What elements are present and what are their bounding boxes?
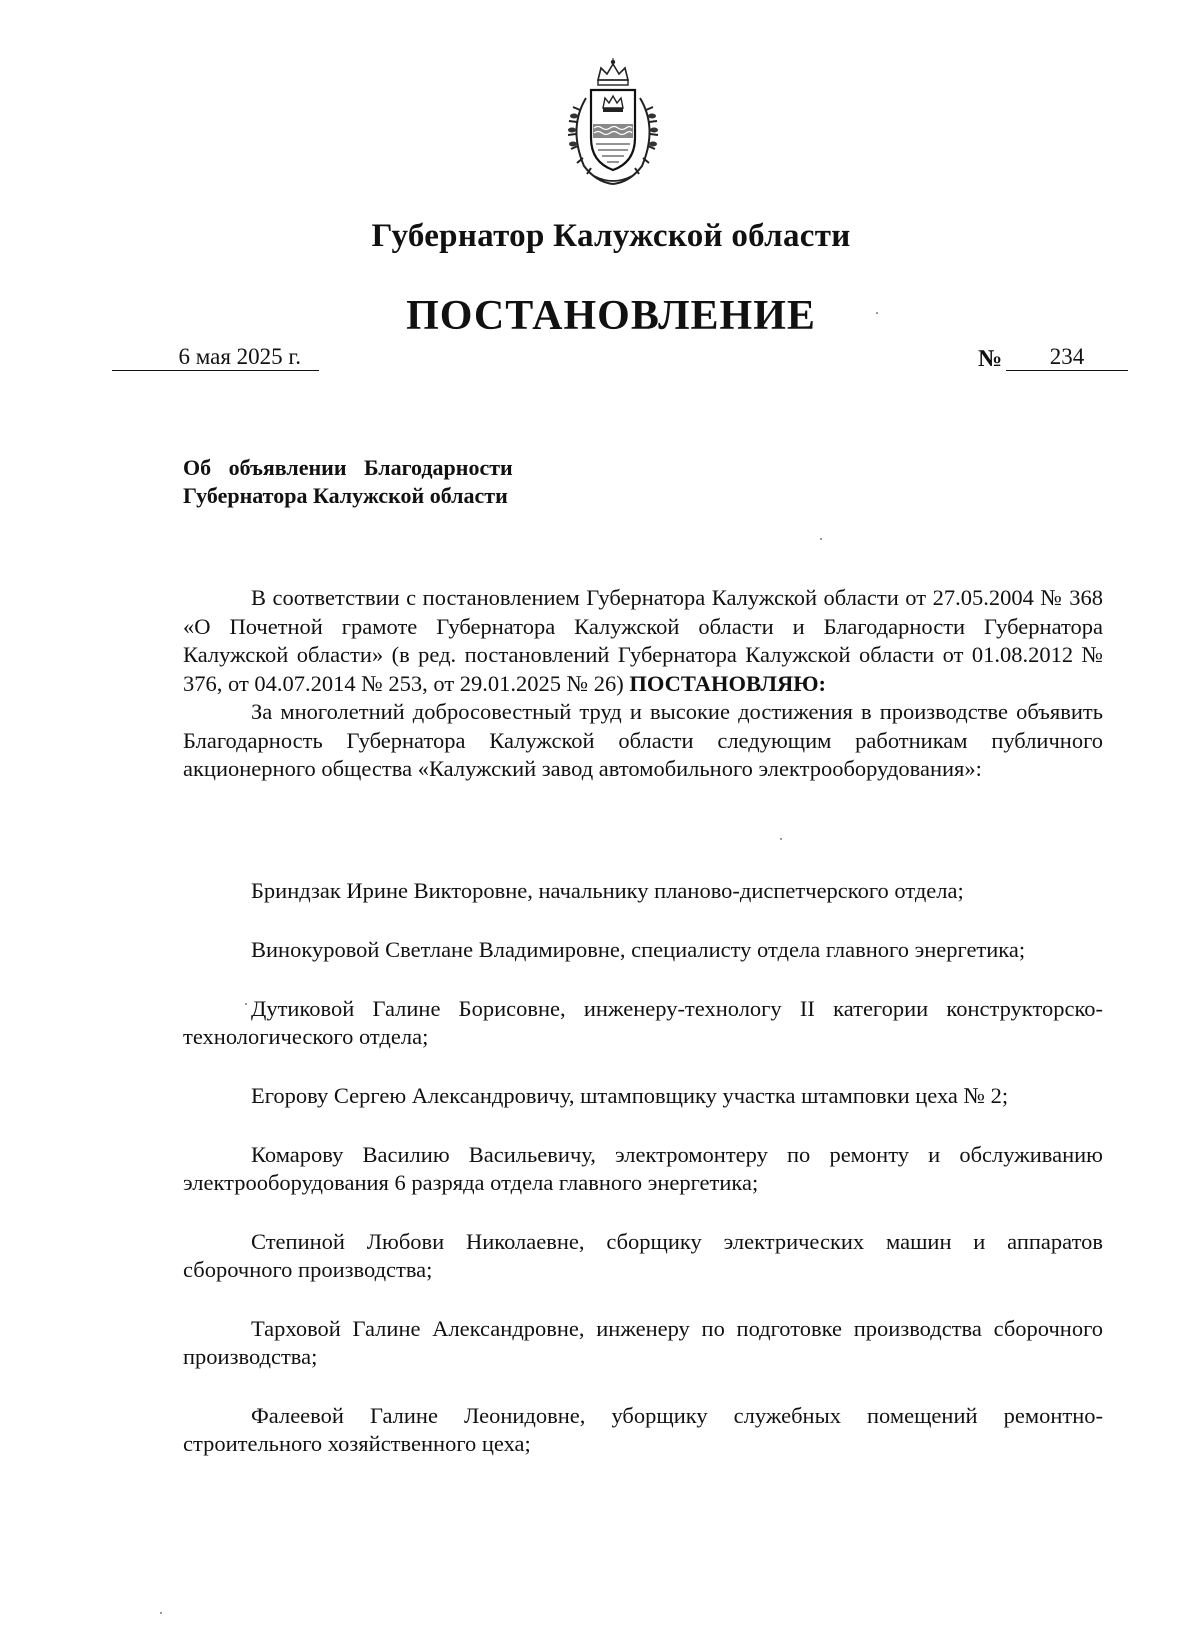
preamble-text: В соответствии с постановлением Губернатора Калужской области от 27.05.2004 № 368 «О Почетной грамоте Губернатора Калужской области и Благодарности Губернатора Калужской области» (в ред. постановлений Губернатора Калужской области от 01.08.2012 № 376, от 04.07.2014 № 253, от 29.01.2025 № 26) [183, 585, 1103, 696]
resolution-paragraph: За многолетний добросовестный труд и высокие достижения в производстве объявить Благодарность Губернатора Калужской области следующим работникам публичного акционерного общества «Калужский завод автомобильного электрооборудования»: [183, 699, 1103, 781]
document-date: 6 мая 2025 г. [178, 344, 301, 369]
scan-speck [820, 538, 822, 540]
subject-line-1: Об объявлении Благодарности [183, 455, 513, 480]
document-type-heading: ПОСТАНОВЛЕНИЕ [406, 293, 816, 339]
list-item: Тарховой Галине Александровне, инженеру по подготовке производства сборочного производства; [183, 1316, 1103, 1369]
scan-speck [780, 838, 782, 840]
scan-speck [245, 1003, 247, 1005]
scan-speck [160, 1612, 162, 1614]
kaluga-coat-of-arms-icon [558, 58, 668, 190]
list-item: Егорову Сергею Александровичу, штамповщику участка штамповки цеха № 2; [251, 1083, 1009, 1108]
list-item: Винокуровой Светлане Владимировне, специалисту отдела главного энергетика; [251, 937, 1026, 962]
list-item: Степиной Любови Николаевне, сборщику электрических машин и аппаратов сборочного производства; [183, 1229, 1103, 1282]
list-item: Дутиковой Галине Борисовне, инженеру-технологу II категории конструкторско-технологического отдела; [183, 996, 1103, 1049]
recipients-list [183, 877, 1103, 1489]
decree-word: ПОСТАНОВЛЯЮ: [629, 670, 827, 696]
scan-speck [876, 312, 878, 314]
issuing-authority-title: Губернатор Калужской области [371, 218, 851, 254]
document-subject [183, 454, 513, 510]
document-date-field [112, 344, 319, 371]
document-number-label: № [978, 346, 1003, 372]
document-number: 234 [1006, 344, 1128, 371]
document-body [183, 584, 1103, 784]
list-item: Фалеевой Галине Леонидовне, уборщику служебных помещений ремонтно-строительного хозяйственного цеха; [183, 1403, 1103, 1456]
list-item: Комарову Василию Васильевичу, электромонтеру по ремонту и обслуживанию электрооборудования 6 разряда отдела главного энергетика; [183, 1142, 1103, 1195]
preamble-paragraph [183, 584, 1103, 698]
list-item: Бриндзак Ирине Викторовне, начальнику планово-диспетчерского отдела; [251, 878, 964, 903]
subject-line-2: Губернатора Калужской области [183, 483, 508, 508]
